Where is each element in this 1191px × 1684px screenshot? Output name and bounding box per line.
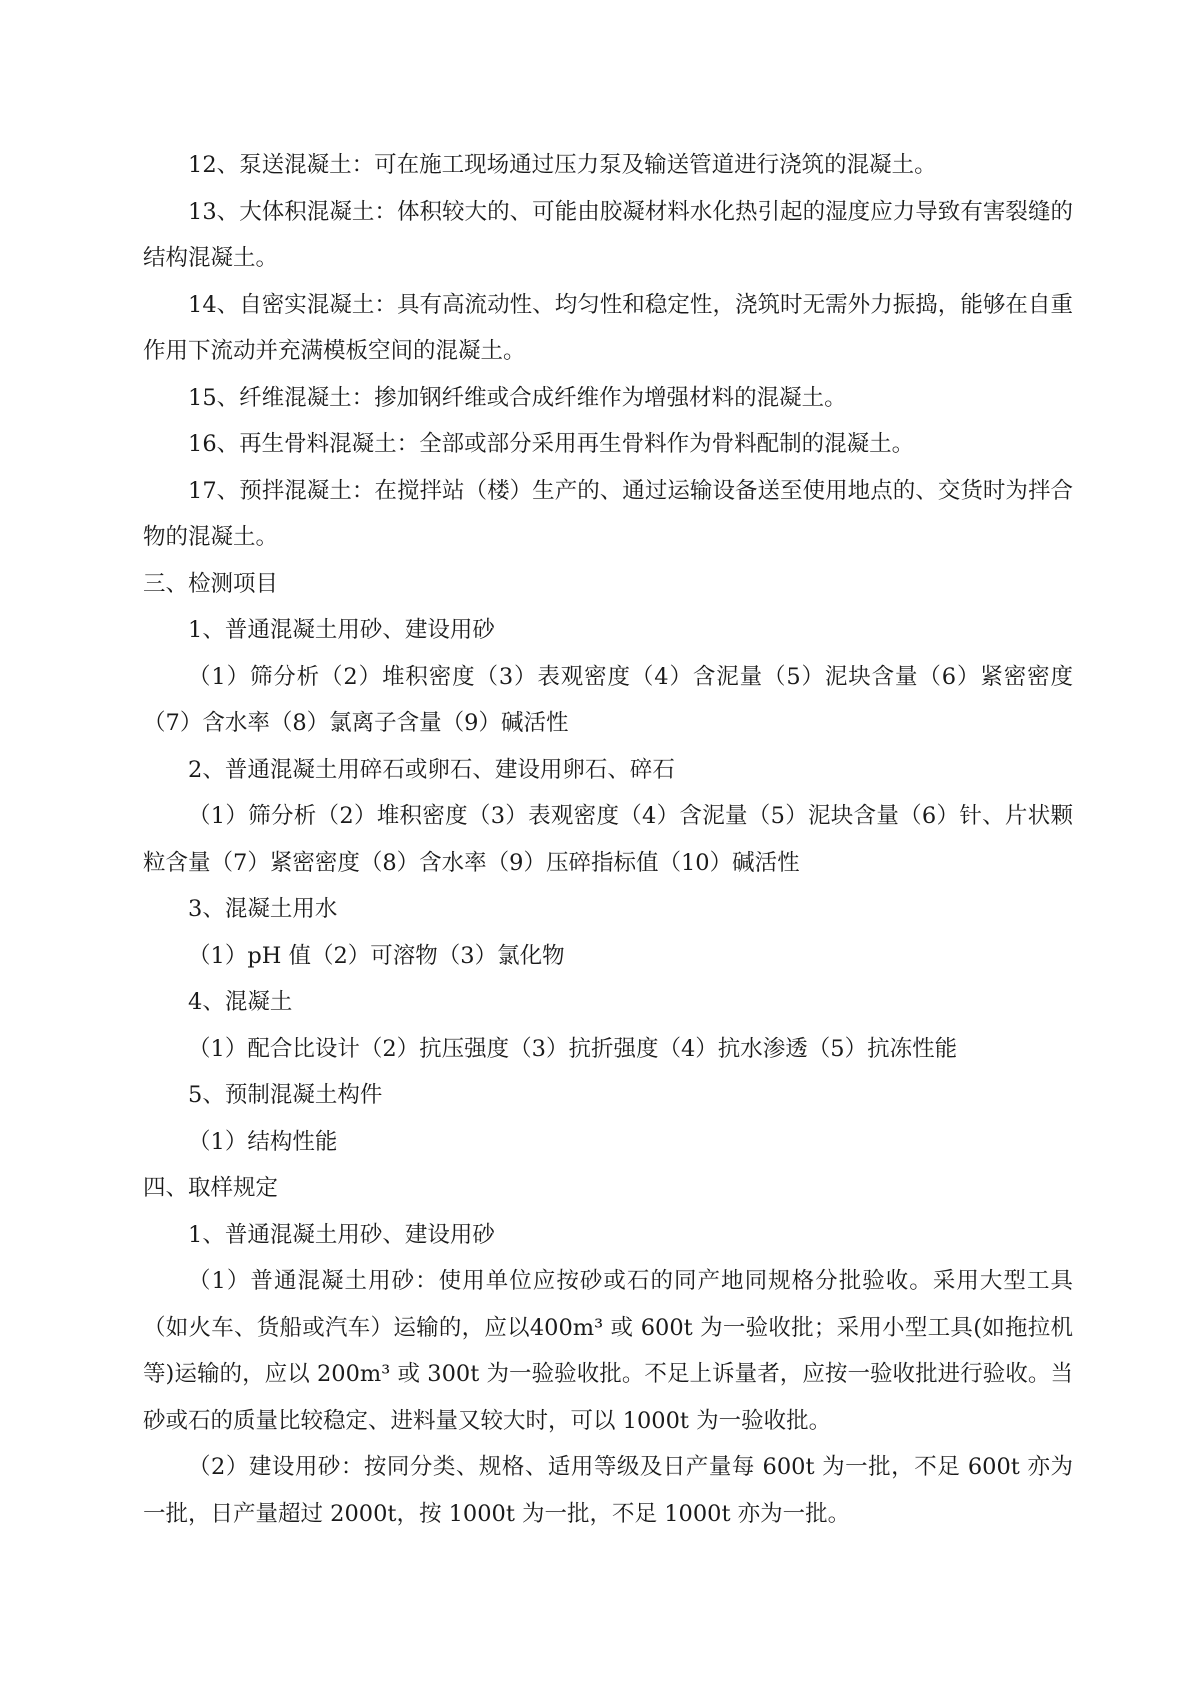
item-precast-tests: （1）结构性能 [188, 1128, 338, 1155]
sampling-ordinary-sand: （1）普通混凝土用砂：使用单位应按砂或石的同产地同规格分批验收。采用大型工具（如火车、货船或汽车）运输的，应以400m³ 或 600t 为一验收批；采用小型工具(如拖拉机等)运输的，应以 200m³ 或 300t 为一验验收批。不足上诉量者，应按一验收批进行验收。当砂或石的质量比较稳定、进料量又较大时，可以 1000t 为一验收批。 [143, 1268, 1073, 1434]
sampling-item-sand: 1、普通混凝土用砂、建设用砂 [188, 1221, 495, 1248]
item-water: 3、混凝土用水 [188, 896, 338, 922]
item-water-tests: （1）pH 值（2）可溶物（3）氯化物 [188, 942, 565, 969]
item-gravel: 2、普通混凝土用碎石或卵石、建设用卵石、碎石 [188, 756, 675, 783]
sampling-construction-sand: （2）建设用砂：按同分类、规格、适用等级及日产量每 600t 为一批，不足 600t 亦为一批，日产量超过 2000t，按 1000t 为一批，不足 1000t 亦为一批。 [143, 1454, 1073, 1527]
item-sand-tests: （1）筛分析（2）堆积密度（3）表观密度（4）含泥量（5）泥块含量（6）紧密密度（7）含水率（8）氯离子含量（9）碱活性 [143, 663, 1073, 736]
section-heading-sampling-rules: 四、取样规定 [143, 1175, 279, 1201]
item-gravel-tests: （1）筛分析（2）堆积密度（3）表观密度（4）含泥量（5）泥块含量（6）针、片状颗粒含量（7）紧密密度（8）含水率（9）压碎指标值（10）碱活性 [143, 803, 1073, 876]
paragraph-recycled-aggregate-concrete: 16、再生骨料混凝土：全部或部分采用再生骨料作为骨料配制的混凝土。 [188, 431, 915, 457]
item-precast-components: 5、预制混凝土构件 [188, 1082, 383, 1108]
item-sand: 1、普通混凝土用砂、建设用砂 [188, 617, 495, 643]
paragraph-self-compacting-concrete: 14、自密实混凝土：具有高流动性、均匀性和稳定性，浇筑时无需外力振捣，能够在自重作用下流动并充满模板空间的混凝土。 [143, 291, 1073, 364]
item-concrete: 4、混凝土 [188, 989, 293, 1015]
document-body [143, 142, 1073, 1537]
item-concrete-tests: （1）配合比设计（2）抗压强度（3）抗折强度（4）抗水渗透（5）抗冻性能 [188, 1035, 958, 1062]
paragraph-mass-concrete: 13、大体积混凝土：体积较大的、可能由胶凝材料水化热引起的湿度应力导致有害裂缝的结构混凝土。 [143, 198, 1073, 271]
paragraph-fiber-concrete: 15、纤维混凝土：掺加钢纤维或合成纤维作为增强材料的混凝土。 [188, 384, 847, 411]
paragraph-ready-mixed-concrete: 17、预拌混凝土：在搅拌站（楼）生产的、通过运输设备送至使用地点的、交货时为拌合物的混凝土。 [143, 477, 1073, 550]
paragraph-pumped-concrete: 12、泵送混凝土：可在施工现场通过压力泵及输送管道进行浇筑的混凝土。 [188, 152, 937, 178]
section-heading-test-items: 三、检测项目 [143, 570, 279, 597]
